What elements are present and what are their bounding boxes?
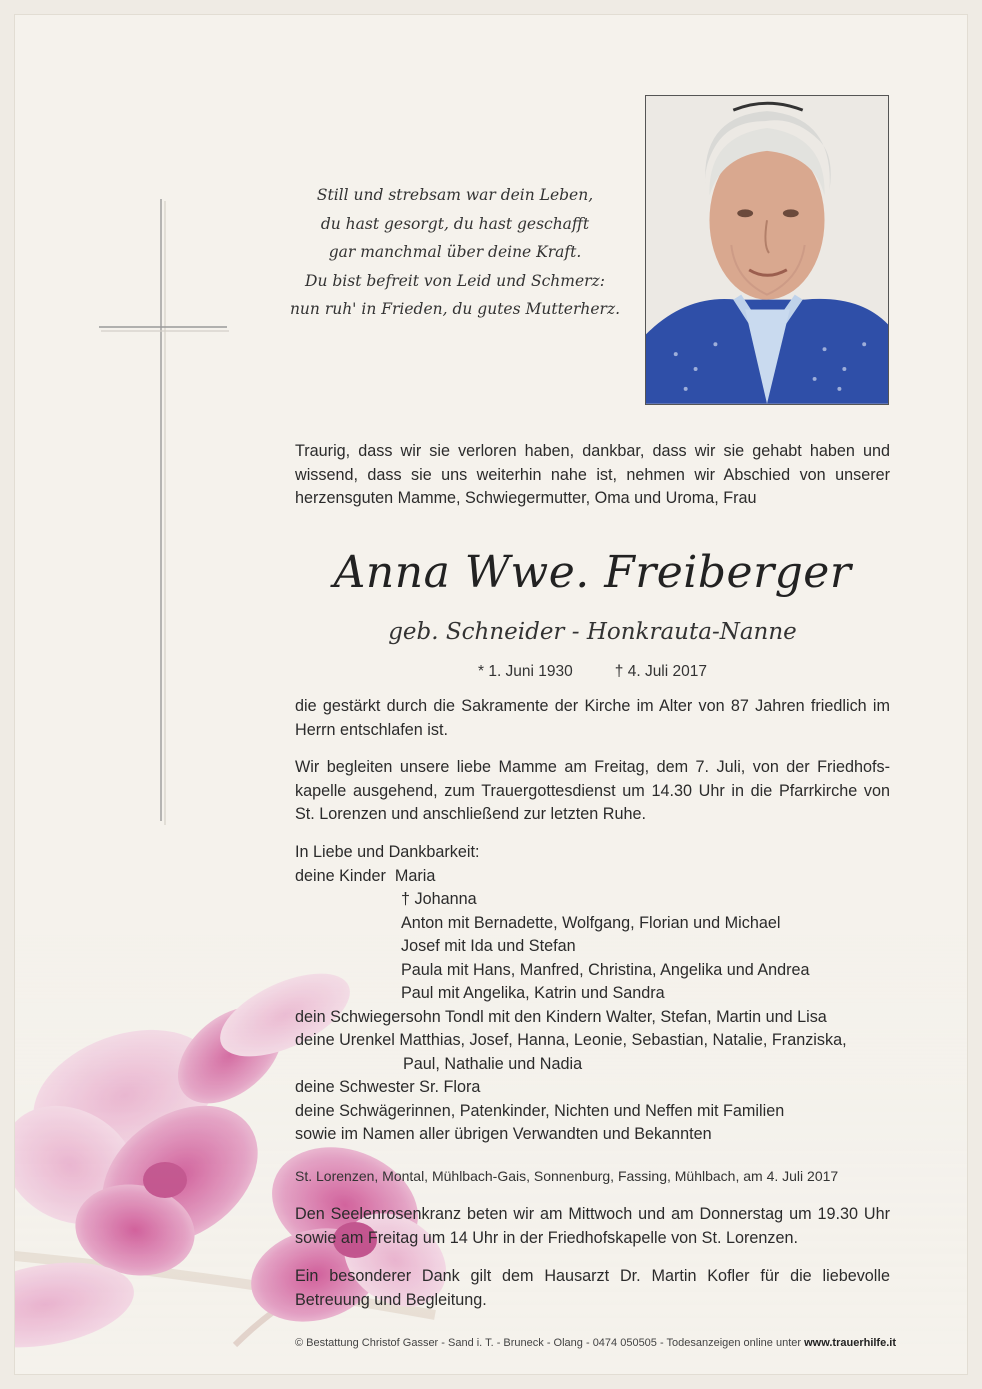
obituary-card bbox=[14, 14, 968, 1375]
children-label: deine Kinder bbox=[295, 866, 386, 885]
poem-line: du hast gesorgt, du hast geschafft bbox=[320, 214, 590, 233]
intro-text: Traurig, dass wir sie verloren haben, dankbar, dass wir sie gehabt haben und wissend, dass sie uns weiterhin nahe ist, nehmen wir Abschied von unserer herzensguten Mamme, Schwiegermutter, Oma und Uroma, Frau bbox=[295, 442, 890, 507]
children-row bbox=[295, 865, 890, 889]
child-name: † Johanna bbox=[401, 890, 477, 908]
child-name: Paul mit Angelika, Katrin und Sandra bbox=[401, 984, 665, 1002]
funeral-text: Wir begleiten unsere liebe Mamme am Freitag, dem 7. Juli, von der Friedhofs-kapelle ausgehend, zum Trauergottesdienst um 14.30 Uhr in die Pfarrkirche von St. Lorenzen und anschließend zur letzten Ruhe. bbox=[295, 758, 890, 823]
place-date: St. Lorenzen, Montal, Mühlbach-Gais, Sonnenburg, Fassing, Mühlbach, am 4. Juli 2017 bbox=[295, 1168, 839, 1184]
birth-date: * 1. Juni 1930 bbox=[477, 663, 573, 680]
poem-line: gar manchmal über deine Kraft. bbox=[328, 243, 582, 261]
portrait-photo bbox=[645, 95, 889, 405]
mourners-heading: In Liebe und Dankbarkeit: bbox=[295, 843, 480, 861]
child-name: Paula mit Hans, Manfred, Christina, Angelika und Andrea bbox=[401, 960, 810, 979]
website-link[interactable]: www.trauerhilfe.it bbox=[804, 1337, 896, 1349]
deceased-name: Anna Wwe. Freiberger bbox=[333, 547, 852, 598]
sacraments-text: die gestärkt durch die Sakramente der Kirche im Alter von 87 Jahren friedlich im Herrn entschlafen ist. bbox=[295, 697, 890, 739]
in-laws: deine Schwägerinnen, Patenkinder, Nichten und Neffen mit Familien bbox=[295, 1101, 785, 1120]
mourners-list bbox=[295, 841, 890, 1147]
life-dates bbox=[295, 661, 890, 683]
child-name: Josef mit Ida und Stefan bbox=[401, 937, 576, 955]
great-grandchildren-cont: Paul, Nathalie und Nadia bbox=[403, 1054, 583, 1073]
sister: deine Schwester Sr. Flora bbox=[295, 1078, 481, 1096]
footer bbox=[295, 1335, 896, 1351]
rosary-text: Den Seelenrosenkranz beten wir am Mittwoch und am Donnerstag um 19.30 Uhr sowie am Freitag um 14 Uhr in der Friedhofskapelle von St. Lorenzen. bbox=[295, 1205, 890, 1247]
poem-line: Still und strebsam war dein Leben, bbox=[316, 186, 594, 204]
poem bbox=[250, 181, 660, 324]
poem-line: Du bist befreit von Leid und Schmerz: bbox=[305, 271, 605, 290]
relatives: sowie im Namen aller übrigen Verwandten und Bekannten bbox=[295, 1125, 712, 1143]
portrait-illustration bbox=[646, 96, 888, 404]
footer-text: © Bestattung Christof Gasser - Sand i. T. - Bruneck - Olang - 0474 050505 - Todesanzeigen online unter bbox=[295, 1337, 805, 1349]
maiden-name: geb. Schneider - Honkrauta-Nanne bbox=[388, 619, 797, 645]
child-name: Maria bbox=[394, 866, 436, 885]
poem-line: nun ruh' in Frieden, du gutes Mutterherz. bbox=[289, 300, 621, 318]
great-grandchildren: deine Urenkel Matthias, Josef, Hanna, Leonie, Sebastian, Natalie, Franziska, bbox=[295, 1031, 847, 1049]
thanks-text: Ein besonderer Dank gilt dem Hausarzt Dr. Martin Kofler für die liebevolle Betreuung und Begleitung. bbox=[295, 1267, 890, 1309]
death-date: † 4. Juli 2017 bbox=[614, 663, 707, 680]
son-in-law: dein Schwiegersohn Tondl mit den Kindern Walter, Stefan, Martin und Lisa bbox=[295, 1007, 827, 1026]
child-name: Anton mit Bernadette, Wolfgang, Florian und Michael bbox=[401, 913, 781, 932]
